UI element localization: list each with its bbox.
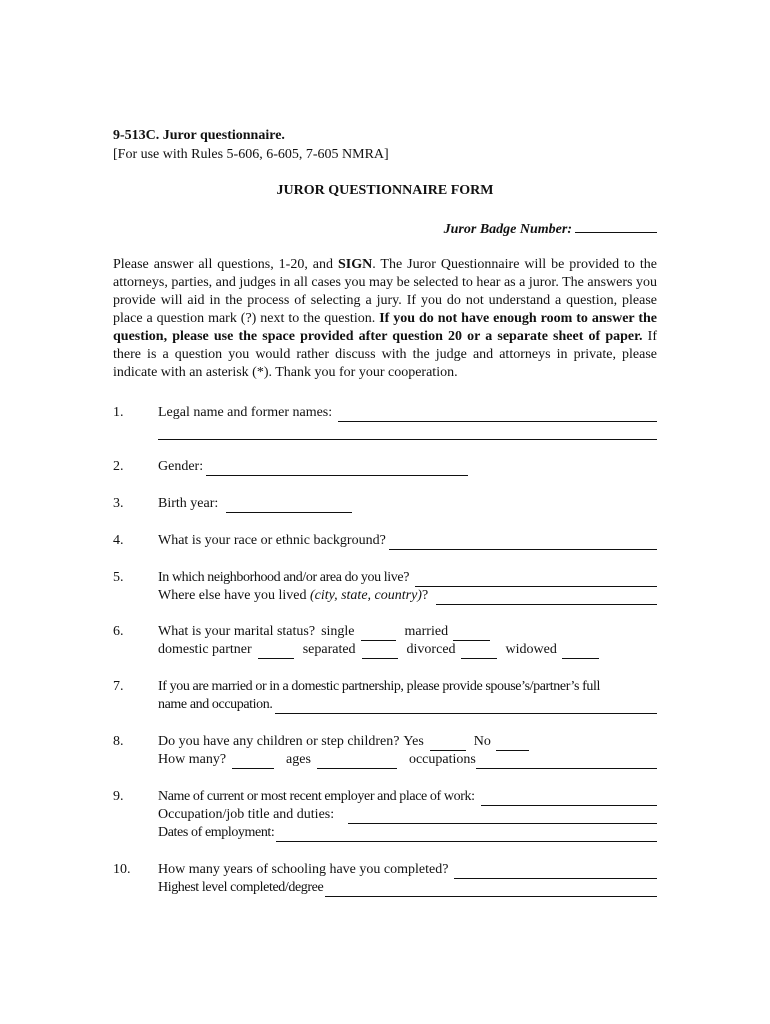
domestic-partner-blank[interactable] [258, 644, 294, 659]
option-widowed: widowed [505, 642, 557, 657]
option-yes: Yes [403, 734, 424, 749]
badge-number-label: Juror Badge Number: [443, 222, 572, 237]
ages-label: ages [286, 752, 311, 767]
rule-usage: [For use with Rules 5-606, 6-605, 7-605 NMRA] [113, 147, 389, 162]
question-label: How many years of schooling have you completed? [158, 862, 449, 877]
question-label: What is your marital status? [158, 624, 316, 639]
birth-year-blank[interactable] [226, 498, 352, 513]
question-number: 10. [113, 862, 131, 877]
other-residences-blank[interactable] [436, 590, 657, 605]
single-blank[interactable] [361, 626, 396, 641]
divorced-blank[interactable] [461, 644, 497, 659]
question-number: 1. [113, 405, 124, 420]
question-number: 9. [113, 789, 124, 804]
form-title: JUROR QUESTIONNAIRE FORM [276, 183, 494, 198]
name-blank-line-2[interactable] [158, 425, 657, 440]
question-number: 7. [113, 679, 124, 694]
question-number: 2. [113, 459, 124, 474]
race-blank[interactable] [389, 535, 657, 550]
instructions-text-1: Please answer all questions, 1-20, and [113, 257, 338, 272]
question-number: 5. [113, 570, 124, 585]
question-label: Legal name and former names: [158, 405, 333, 420]
question-number: 8. [113, 734, 124, 749]
question-label: Birth year: [158, 496, 219, 511]
option-separated: separated [302, 642, 356, 657]
spouse-blank[interactable] [275, 699, 657, 714]
instructions-space-note: If you do not have enough room to answer the question, please use the space provided after question 20 or a separate sheet of paper. [113, 311, 658, 344]
how-many-label: How many? [158, 752, 227, 767]
widowed-blank[interactable] [562, 644, 599, 659]
occupations-blank[interactable] [476, 754, 657, 769]
employment-dates-blank[interactable] [276, 827, 657, 842]
question-label: Gender: [158, 459, 204, 474]
employer-blank[interactable] [481, 791, 657, 806]
question-label: Name of current or most recent employer and place of work: [158, 789, 475, 804]
question-number: 4. [113, 533, 124, 548]
question-label: If you are married or in a domestic partnership, please provide spouse’s/partner’s full [158, 679, 600, 694]
neighborhood-blank[interactable] [415, 572, 657, 587]
yes-blank[interactable] [430, 736, 466, 751]
question-label: Do you have any children or step children? [158, 734, 400, 749]
question-label: In which neighborhood and/or area do you live? [158, 570, 410, 585]
badge-number-blank[interactable] [575, 219, 657, 233]
rule-title: 9-513C. Juror questionnaire. [113, 128, 285, 143]
occupations-label: occupations [408, 752, 476, 767]
instructions-paragraph [113, 256, 657, 382]
question-label: What is your race or ethnic background? [158, 533, 386, 548]
question-label-2: name and occupation. [158, 697, 273, 712]
no-blank[interactable] [496, 736, 529, 751]
option-single: single [321, 624, 355, 639]
instructions-text-2: . The Juror Questionnaire will be provided to the attorneys, parties, and judges in all cases you may be selected to hear as a juror. The answers you provide will aid in the process of selecting a jury. If you do not understand a question, please place a question mark (?) next to the question. [113, 257, 657, 326]
how-many-blank[interactable] [232, 754, 274, 769]
instructions-sign: SIGN [337, 257, 373, 272]
question-number: 6. [113, 624, 124, 639]
option-domestic-partner: domestic partner [158, 642, 252, 657]
question-label-2: Highest level completed/degree [158, 880, 324, 895]
occupation-blank[interactable] [348, 809, 657, 824]
badge-number-field [444, 219, 657, 239]
instructions-text-3: If there is a question you would rather discuss with the judge and attorneys in private, please indicate with an asterisk (*). Thank you for your cooperation. [113, 329, 657, 380]
questionnaire-page [113, 0, 657, 1024]
gender-blank[interactable] [206, 461, 468, 476]
question-number: 3. [113, 496, 124, 511]
ages-blank[interactable] [317, 754, 397, 769]
separated-blank[interactable] [362, 644, 398, 659]
schooling-years-blank[interactable] [454, 864, 657, 879]
option-married: married [404, 624, 449, 639]
married-blank[interactable] [453, 626, 490, 641]
degree-blank[interactable] [325, 882, 657, 897]
option-no: No [473, 734, 491, 749]
option-divorced: divorced [406, 642, 456, 657]
question-label-2: Where else have you lived (city, state, country)? [158, 588, 429, 603]
question-label-2: Occupation/job title and duties: [158, 807, 335, 822]
name-blank[interactable] [338, 407, 657, 422]
question-label-3: Dates of employment: [158, 825, 275, 840]
